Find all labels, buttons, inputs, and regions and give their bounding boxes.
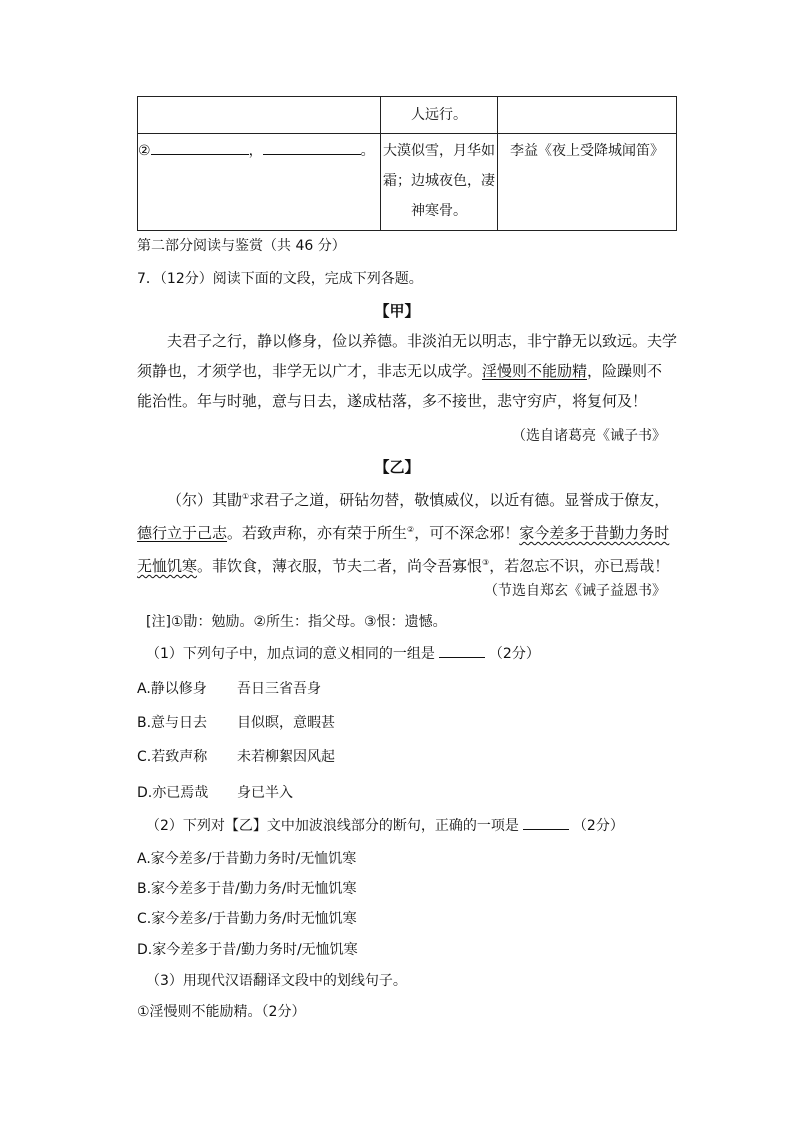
passage-text: 求君子之道，研钻勿替，敬慎威仪，以近有德。显誉成于僚友， — [249, 491, 670, 509]
underlined-sentence: 淫慢则不能励精 — [482, 362, 588, 380]
option-pair: 未若柳絮因风起 — [237, 749, 335, 765]
answer-blank[interactable] — [439, 643, 485, 658]
table-row — [138, 134, 677, 231]
passage-text: 。菲 — [197, 557, 228, 575]
passage-text: 。若致声称，亦有荣于所生 — [227, 524, 408, 542]
option-pair: 身已半入 — [237, 785, 293, 801]
fill-in-cell — [138, 134, 381, 231]
footnote-marker: ③ — [482, 558, 490, 567]
wavy-underlined-text: 家今差多于昔勤力务时无恤饥寒 — [137, 524, 670, 575]
option-label: D.亦已焉哉 — [137, 785, 209, 801]
passage-yi — [137, 482, 677, 581]
score-label: （2分） — [572, 818, 624, 834]
option-pair: 吾日三省吾身 — [237, 681, 321, 697]
option-pair: 目似瞑，意暇甚 — [237, 715, 335, 731]
table-cell — [381, 97, 498, 134]
passage-text: 饮食，薄衣服，节夫二者，尚令吾寡恨 — [227, 557, 483, 575]
fill-in-line — [138, 134, 380, 166]
question-text: （1）下列句子中，加点词的意义相同的一组是 — [146, 646, 435, 662]
underlined-sentence: 于己志 — [182, 524, 228, 542]
option-label: C.若致声称 — [137, 749, 208, 765]
table-cell — [138, 97, 381, 134]
option-a[interactable] — [137, 678, 321, 698]
passage-text: 才须学也，非学无以广才，非志无以成学。 — [197, 362, 483, 380]
passage-text: 夫君子之行，静以修身，俭以养德。非淡泊无以明志，非宁静无以致远。夫学须静也， — [137, 332, 678, 380]
option-c[interactable] — [137, 746, 335, 766]
underlined-sentence: 德行立 — [137, 524, 183, 542]
footnote-marker: ① — [242, 492, 250, 501]
option-d[interactable] — [137, 782, 293, 802]
option-b[interactable] — [137, 712, 335, 732]
table-cell — [498, 97, 677, 134]
separator: ， — [248, 143, 263, 159]
passage-text: 意与日去，遂成枯落，多不接世，悲守穷庐，将复何及！ — [272, 392, 648, 410]
option-c[interactable]: C.家今差多/于昔勤力务/时无恤饥寒 — [137, 911, 357, 927]
passage-text: ，险躁则不能治性。年与时驰， — [137, 362, 663, 410]
annotation-note: [注]①勖：勉励。②所生：指父母。③恨：遗憾。 — [146, 614, 447, 630]
question-2-stem — [146, 815, 624, 836]
option-label: B.意与日去 — [137, 715, 208, 731]
passage-yi-heading: 【乙】 — [374, 458, 420, 476]
passage-text: ，若忽忘不识，亦已焉哉！ — [489, 557, 670, 575]
question-1-stem — [146, 643, 540, 664]
passage-yi-source: （节选自郑玄《诫子益恩书》 — [484, 583, 666, 599]
passage-jia — [137, 326, 677, 416]
footnote-marker: ② — [407, 525, 415, 534]
table-cell — [381, 134, 498, 231]
table-row — [138, 97, 677, 134]
passage-jia-heading: 【甲】 — [374, 302, 420, 320]
answer-blank[interactable] — [263, 140, 361, 155]
table-cell — [498, 134, 677, 231]
option-d[interactable]: D.家今差多于昔/勤力务时/无恤饥寒 — [137, 942, 358, 958]
passage-jia-source: （选自诸葛亮《诫子书》 — [512, 428, 666, 444]
poem-line: 大漠似雪，月华如 — [383, 143, 495, 159]
option-b[interactable]: B.家今差多于昔/勤力务/时无恤饥寒 — [137, 881, 357, 897]
separator: 。 — [360, 143, 375, 159]
answer-blank[interactable] — [523, 815, 569, 830]
option-a[interactable]: A.家今差多/于昔勤力务时/无恤饥寒 — [137, 851, 357, 867]
passage-text: ，可不深念邪！ — [414, 524, 520, 542]
poem-line: 神寒骨。 — [411, 203, 467, 219]
question-text: （2）下列对【乙】文中加波浪线部分的断句，正确的一项是 — [146, 818, 519, 834]
poem-line: 霜；边城夜色，凄 — [383, 173, 495, 189]
circle-number: ② — [138, 143, 151, 159]
question-heading: 7．（12分）阅读下面的文段，完成下列各题。 — [137, 271, 423, 287]
question-3-stem: （3）用现代汉语翻译文段中的划线句子。 — [146, 973, 407, 989]
question-3-item-1: ①淫慢则不能励精。（2分） — [137, 1004, 306, 1020]
poetry-table — [137, 96, 677, 231]
option-label: A.静以修身 — [137, 681, 207, 697]
poem-source: 李益《夜上受降城闻笛》 — [510, 143, 664, 159]
score-label: （2分） — [488, 646, 540, 662]
section-title: 第二部分阅读与鉴赏（共 46 分） — [137, 238, 346, 254]
answer-blank[interactable] — [151, 140, 249, 155]
passage-text: （尔）其勖 — [167, 491, 243, 509]
table-cell-text: 人远行。 — [411, 107, 467, 123]
